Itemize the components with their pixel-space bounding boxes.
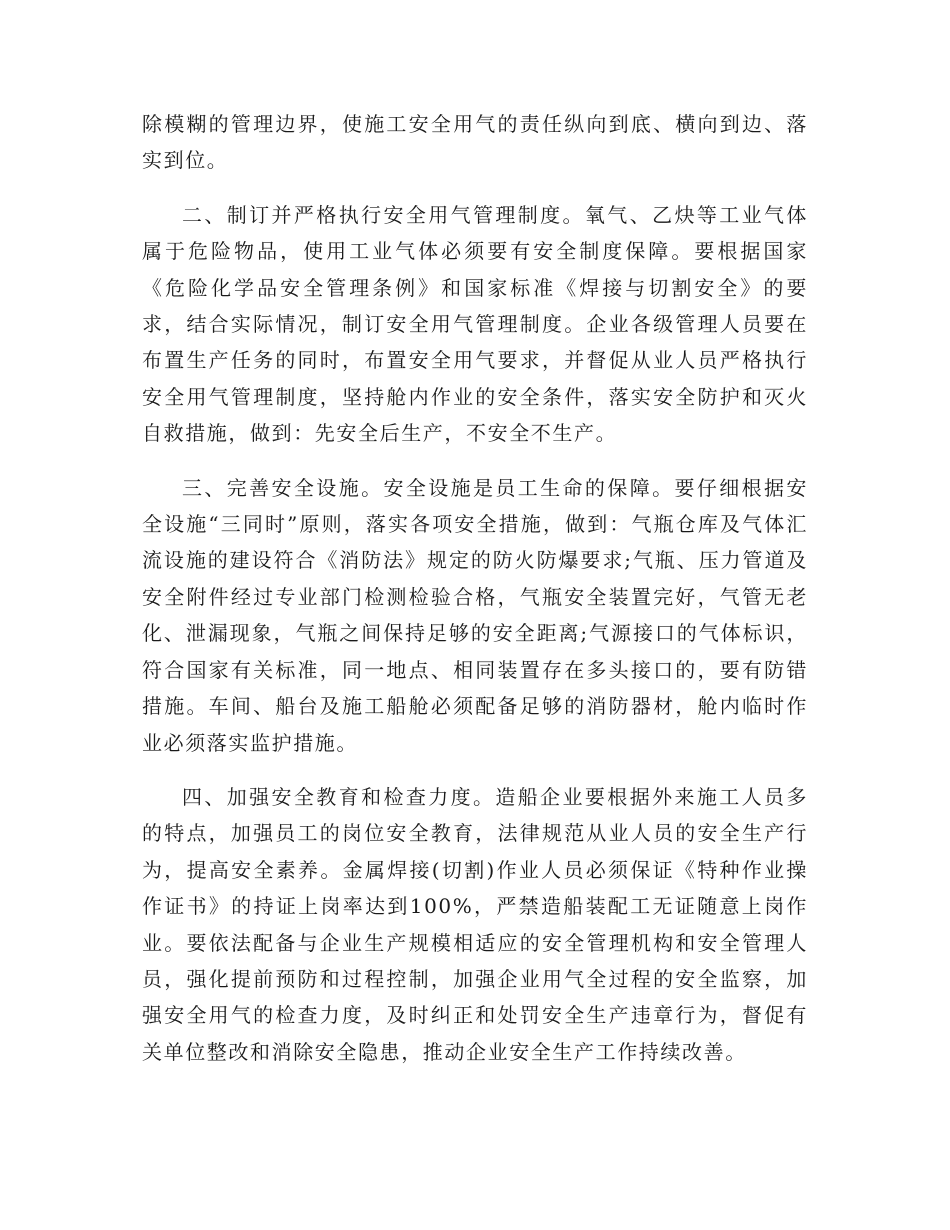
document-body <box>142 106 808 1070</box>
paragraph-continuation: 除模糊的管理边界，使施工安全用气的责任纵向到底、横向到边、落实到位。 <box>142 112 808 173</box>
paragraph-section-4: 四、加强安全教育和检查力度。造船企业要根据外来施工人员多的特点，加强员工的岗位安全教育，法律规范从业人员的安全生产行为，提高安全素养。金属焊接(切割)作业人员必须保证《特种作业操作证书》的持证上岗率达到100%，严禁造船装配工无证随意上岗作业。要依法配备与企业生产规模相适应的安全管理机构和安全管理人员，强化提前预防和过程控制，加强企业用气全过程的安全监察，加强安全用气的检查力度，及时纠正和处罚安全生产违章行为，督促有关单位整改和消除安全隐患，推动企业安全生产工作持续改善。 <box>142 784 808 1064</box>
paragraph-section-3: 三、完善安全设施。安全设施是员工生命的保障。要仔细根据安全设施“三同时”原则，落实各项安全措施，做到：气瓶仓库及气体汇流设施的建设符合《消防法》规定的防火防爆要求;气瓶、压力管道及安全附件经过专业部门检测检验合格，气瓶安全装置完好，气管无老化、泄漏现象，气瓶之间保持足够的安全距离;气源接口的气体标识，符合国家有关标准，同一地点、相同装置存在多头接口的，要有防错措施。车间、船台及施工船舱必须配备足够的消防器材，舱内临时作业必须落实监护措施。 <box>142 475 808 755</box>
paragraph-section-2: 二、制订并严格执行安全用气管理制度。氧气、乙炔等工业气体属于危险物品，使用工业气体必须要有安全制度保障。要根据国家《危险化学品安全管理条例》和国家标准《焊接与切割安全》的要求，结合实际情况，制订安全用气管理制度。企业各级管理人员要在布置生产任务的同时，布置安全用气要求，并督促从业人员严格执行安全用气管理制度，坚持舱内作业的安全条件，落实安全防护和灭火自救措施，做到：先安全后生产，不安全不生产。 <box>142 202 808 446</box>
